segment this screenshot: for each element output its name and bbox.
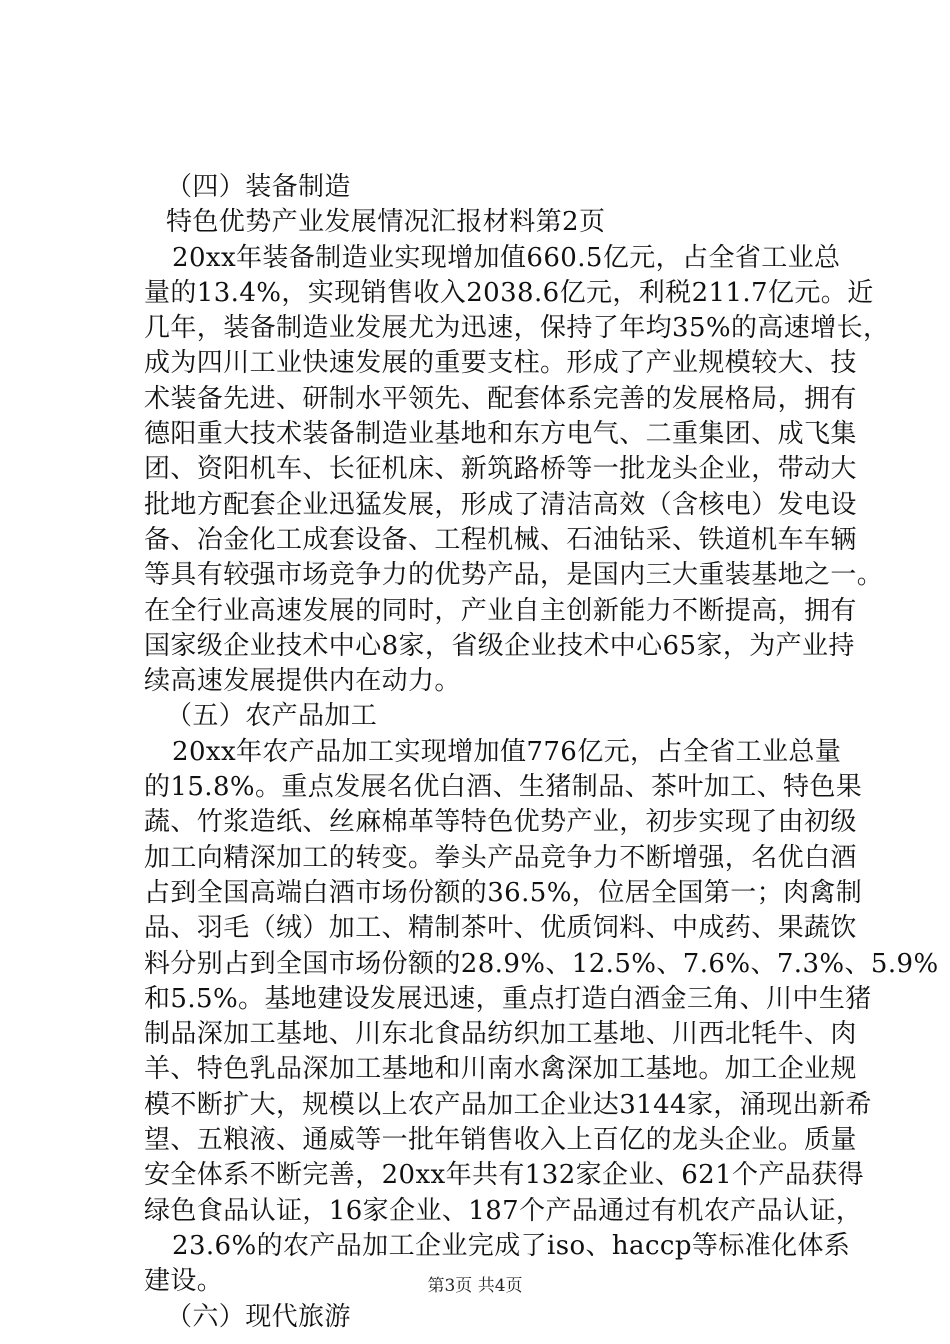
- paragraph-line: 等具有较强市场竞争力的优势产品，是国内三大重装基地之一。: [144, 560, 884, 591]
- paragraph-line: 和5.5%。基地建设发展迅速，重点打造白酒金三角、川中生猪: [144, 983, 872, 1014]
- paragraph-line: 23.6%的农产品加工企业完成了iso、haccp等标准化体系: [172, 1230, 851, 1261]
- paragraph-line: 续高速发展提供内在动力。: [144, 666, 461, 697]
- paragraph-line: 德阳重大技术装备制造业基地和东方电气、二重集团、成飞集: [144, 419, 857, 450]
- section-heading: （五）农产品加工: [166, 701, 378, 732]
- paragraph-line: 加工向精深加工的转变。拳头产品竞争力不断增强，名优白酒: [144, 842, 857, 873]
- paragraph-line: 望、五粮液、通威等一批年销售收入上百亿的龙头企业。质量: [144, 1125, 857, 1156]
- page-number-footer: 第3页 共4页: [427, 1276, 523, 1296]
- paragraph-line: 羊、特色乳品深加工基地和川南水禽深加工基地。加工企业规: [144, 1054, 857, 1085]
- paragraph-line: 料分别占到全国市场份额的28.9%、12.5%、7.6%、7.3%、5.9%: [144, 948, 939, 979]
- paragraph-line: 团、资阳机车、长征机床、新筑路桥等一批龙头企业，带动大: [144, 454, 857, 485]
- paragraph-line: 占到全国高端白酒市场份额的36.5%，位居全国第一；肉禽制: [144, 877, 863, 908]
- paragraph-line: 成为四川工业快速发展的重要支柱。形成了产业规模较大、技: [144, 348, 857, 379]
- paragraph-line: 蔬、竹浆造纸、丝麻棉革等特色优势产业，初步实现了由初级: [144, 807, 857, 838]
- paragraph-line: 量的13.4%，实现销售收入2038.6亿元，利税211.7亿元。近: [144, 277, 874, 308]
- paragraph-line: 品、羽毛（绒）加工、精制茶叶、优质饲料、中成药、果蔬饮: [144, 913, 857, 944]
- paragraph-line: 批地方配套企业迅猛发展，形成了清洁高效（含核电）发电设: [144, 489, 857, 520]
- section-heading: （六）现代旅游: [166, 1301, 351, 1332]
- paragraph-line: 建设。: [144, 1266, 224, 1297]
- paragraph-line: 模不断扩大，规模以上农产品加工企业达3144家，涌现出新希: [144, 1089, 872, 1120]
- paragraph-line: 的15.8%。重点发展名优白酒、生猪制品、茶叶加工、特色果: [144, 772, 863, 803]
- paragraph-line: 几年，装备制造业发展尤为迅速，保持了年均35%的高速增长，: [144, 313, 890, 344]
- paragraph-line: 绿色食品认证，16家企业、187个产品通过有机农产品认证，: [144, 1195, 863, 1226]
- section-heading: （四）装备制造: [166, 172, 351, 202]
- paragraph-line: 安全体系不断完善，20xx年共有132家企业、621个产品获得: [144, 1160, 865, 1191]
- paragraph-line: 术装备先进、研制水平领先、配套体系完善的发展格局，拥有: [144, 383, 857, 414]
- paragraph-line: 20xx年农产品加工实现增加值776亿元，占全省工业总量: [172, 736, 842, 767]
- paragraph-line: 备、冶金化工成套设备、工程机械、石油钻采、铁道机车车辆: [144, 524, 857, 555]
- paragraph-line: 国家级企业技术中心8家，省级企业技术中心65家，为产业持: [144, 630, 855, 661]
- doc-running-title: 特色优势产业发展情况汇报材料第2页: [166, 207, 606, 238]
- paragraph-line: 制品深加工基地、川东北食品纺织加工基地、川西北牦牛、肉: [144, 1019, 857, 1050]
- paragraph-line: 在全行业高速发展的同时，产业自主创新能力不断提高，拥有: [144, 595, 857, 626]
- document-body: [144, 170, 939, 1335]
- paragraph-line: 20xx年装备制造业实现增加值660.5亿元，占全省工业总: [172, 242, 841, 273]
